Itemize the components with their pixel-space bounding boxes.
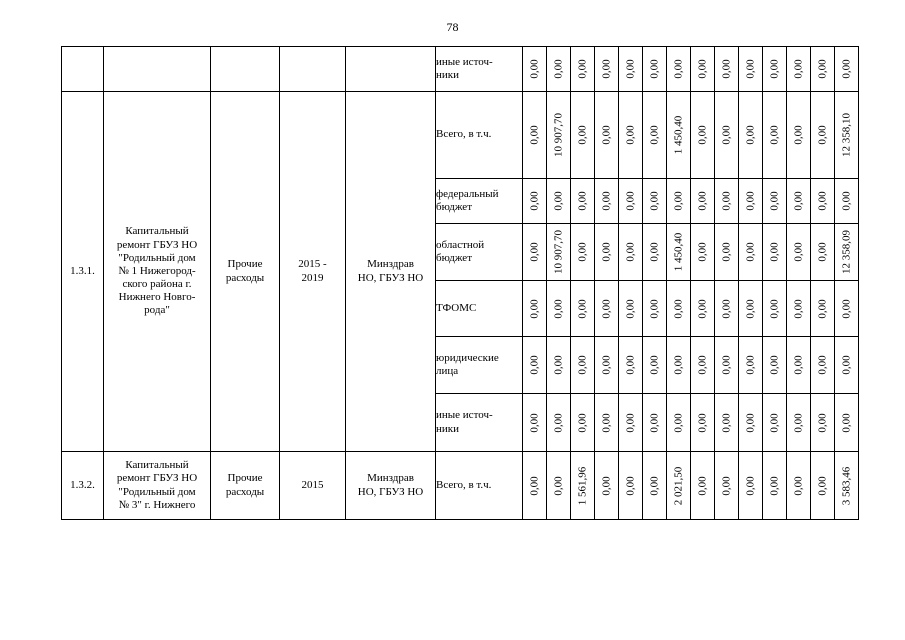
value-cell [811,452,835,520]
expense-type-line: Прочие [227,472,263,485]
value-cell [811,281,835,337]
funding-source [436,394,523,452]
value-cell [571,47,595,92]
value-cell [523,179,547,224]
value-cell [643,281,667,337]
value-text: 0,00 [719,125,732,145]
value-cell [739,394,763,452]
funding-source-line: ники [436,422,460,435]
value-text: 0,00 [791,298,804,319]
value-cell [835,281,859,337]
value-text: 0,00 [695,355,708,375]
value-text: 0,00 [767,475,780,496]
value-text: 0,00 [551,355,564,375]
value-cell [643,92,667,179]
value-text: 0,00 [527,412,540,433]
value-text: 0,00 [599,242,612,262]
value-text: 0,00 [647,125,660,145]
value-cell [715,224,739,281]
value-cell [763,179,787,224]
value-cell [595,179,619,224]
value-cell [547,394,571,452]
value-text: 0,00 [719,355,732,375]
value-cell [595,281,619,337]
value-cell [835,47,859,92]
value-cell [523,394,547,452]
value-text: 0,00 [551,412,564,433]
value-cell [811,224,835,281]
item-name-line: Нижнего Новго- [118,291,196,304]
value-text: 0,00 [647,355,660,375]
executor-empty [346,47,436,92]
value-text: 0,00 [815,191,828,211]
expense-type [211,452,280,520]
value-text: 0,00 [719,298,732,319]
funding-source-line: ТФОМС [436,301,477,314]
value-text: 0,00 [743,125,756,145]
value-text: 0,00 [791,125,804,145]
value-text: 0,00 [743,298,756,319]
funding-source-line: ники [436,69,460,81]
value-text: 0,00 [623,412,636,433]
value-cell [811,179,835,224]
value-cell [763,452,787,520]
value-cell [547,92,571,179]
period-empty [280,47,346,92]
value-cell [619,224,643,281]
value-cell [739,47,763,92]
executor-line: Минздрав [367,472,414,485]
value-cell [715,394,739,452]
value-text: 0,00 [791,242,804,262]
value-cell [739,452,763,520]
item-name-line: "Родильный дом [118,251,196,264]
value-text: 0,00 [551,298,564,319]
value-cell [643,47,667,92]
value-text: 0,00 [671,191,684,211]
item-name-line: № 3" г. Нижнего [118,498,196,511]
value-cell [739,92,763,179]
value-cell [691,92,715,179]
value-cell [619,47,643,92]
executor [346,452,436,520]
funding-source-line: юридические [436,351,499,364]
value-cell [619,92,643,179]
item-name-line: ского района г. [122,278,192,291]
value-text: 0,00 [527,475,540,496]
value-cell [787,224,811,281]
value-text: 0,00 [839,191,852,211]
value-cell [835,179,859,224]
value-text: 0,00 [791,355,804,375]
value-cell [811,47,835,92]
value-text: 0,00 [671,59,684,79]
table-row [62,47,859,92]
value-text: 0,00 [647,475,660,496]
value-text: 0,00 [599,298,612,319]
value-text: 0,00 [719,59,732,79]
value-cell [715,92,739,179]
value-cell [667,394,691,452]
value-cell [643,452,667,520]
value-text: 12 358,09 [839,230,852,274]
funding-source [436,281,523,337]
value-cell [739,224,763,281]
value-cell [667,224,691,281]
page-number: 78 [446,20,459,34]
funding-source-line: иные источ- [436,409,493,422]
funding-source [436,337,523,394]
funding-source-line: лица [436,365,459,377]
value-cell [643,179,667,224]
value-text: 0,00 [695,412,708,433]
value-text: 0,00 [743,191,756,211]
value-text: 0,00 [695,242,708,262]
value-text: 3 583,46 [839,466,852,505]
value-cell [523,92,547,179]
item-name-line: № 1 Нижегород- [118,264,196,277]
value-cell [571,92,595,179]
value-text: 0,00 [575,125,588,145]
value-text: 0,00 [575,298,588,319]
value-text: 0,00 [623,298,636,319]
value-text: 0,00 [527,242,540,262]
value-cell [547,337,571,394]
expense-type-line: расходы [225,485,265,498]
value-text: 0,00 [719,412,732,433]
value-cell [691,394,715,452]
item-name-line: Капитальный [125,225,189,238]
value-cell [787,47,811,92]
value-text: 0,00 [767,412,780,433]
value-cell [763,224,787,281]
value-cell [667,47,691,92]
value-cell [763,394,787,452]
item-number: 1.3.1. [62,92,104,452]
value-text: 0,00 [791,475,804,496]
value-text: 0,00 [719,242,732,262]
value-cell [571,452,595,520]
value-cell [835,224,859,281]
value-cell [571,337,595,394]
value-text: 0,00 [599,59,612,79]
period [280,92,346,452]
funding-source [436,452,523,520]
value-text: 0,00 [743,355,756,375]
funding-source-line: областной [436,238,485,251]
value-cell [643,224,667,281]
value-text: 0,00 [599,191,612,211]
executor-line: НО, ГБУЗ НО [357,271,424,284]
value-cell [715,47,739,92]
value-text: 0,00 [551,59,564,79]
value-text: 0,00 [767,355,780,375]
value-cell [595,47,619,92]
item-name-line: ремонт ГБУЗ НО [116,472,198,485]
value-cell [787,452,811,520]
item-number-empty [62,47,104,92]
value-text: 0,00 [623,125,636,145]
funding-source-line: Всего, в т.ч. [436,478,492,491]
value-text: 0,00 [839,355,852,375]
value-cell [619,452,643,520]
value-text: 0,00 [575,242,588,262]
value-text: 0,00 [647,412,660,433]
value-text: 0,00 [647,191,660,211]
value-text: 1 450,40 [671,115,684,155]
value-cell [523,224,547,281]
value-cell [523,452,547,520]
value-text: 0,00 [767,191,780,211]
executor-line: НО, ГБУЗ НО [357,485,424,498]
value-cell [643,394,667,452]
value-text: 0,00 [551,191,564,211]
value-text: 1 450,40 [671,232,684,272]
value-text: 0,00 [647,242,660,262]
value-text: 0,00 [767,59,780,79]
value-cell [547,224,571,281]
value-text: 0,00 [575,412,588,433]
value-text: 0,00 [671,412,684,433]
value-cell [523,337,547,394]
value-text: 0,00 [815,412,828,433]
funding-source [436,47,523,92]
value-cell [667,337,691,394]
value-text: 0,00 [623,475,636,496]
value-cell [739,281,763,337]
value-text: 0,00 [839,298,852,319]
value-cell [811,337,835,394]
funding-source [436,224,523,281]
value-cell [667,452,691,520]
value-text: 0,00 [695,475,708,496]
value-text: 0,00 [719,475,732,496]
expense-type-line: Прочие [227,258,263,271]
value-cell [595,394,619,452]
value-text: 0,00 [695,59,708,79]
executor [346,92,436,452]
table-row [62,92,859,179]
item-name-line: ремонт ГБУЗ НО [116,238,198,251]
value-text: 0,00 [815,355,828,375]
value-cell [571,281,595,337]
value-cell [619,281,643,337]
value-text: 0,00 [695,125,708,145]
value-cell [523,47,547,92]
funding-source-line: федеральный [436,187,499,200]
value-text: 0,00 [839,412,852,433]
value-cell [547,47,571,92]
value-text: 0,00 [815,59,828,79]
value-text: 0,00 [815,298,828,319]
item-name-line: "Родильный дом [118,485,196,498]
value-cell [643,337,667,394]
expense-type-line: расходы [225,271,265,284]
funding-source-line: бюджет [436,201,472,213]
value-text: 0,00 [527,125,540,145]
value-text: 0,00 [719,191,732,211]
value-cell [787,337,811,394]
value-cell [811,92,835,179]
value-text: 0,00 [527,191,540,211]
value-cell [715,179,739,224]
value-text: 0,00 [815,475,828,496]
value-cell [691,452,715,520]
item-name-line: Капитальный [125,459,189,472]
funding-source-line: бюджет [436,252,472,264]
value-cell [763,281,787,337]
period [280,452,346,520]
value-text: 12 358,10 [839,113,852,157]
value-text: 0,00 [743,475,756,496]
value-cell [571,224,595,281]
value-text: 0,00 [743,242,756,262]
item-name [104,452,211,520]
value-cell [691,179,715,224]
value-cell [691,47,715,92]
value-cell [595,92,619,179]
value-text: 0,00 [527,298,540,319]
funding-source [436,179,523,224]
funding-source-line: Всего, в т.ч. [436,128,492,141]
value-text: 0,00 [767,242,780,262]
value-text: 0,00 [791,191,804,211]
value-cell [763,92,787,179]
expense-type-empty [211,47,280,92]
value-text: 0,00 [767,125,780,145]
value-cell [787,394,811,452]
value-text: 0,00 [815,242,828,262]
value-cell [571,179,595,224]
item-name-line: рода" [144,304,170,317]
value-text: 2 021,50 [671,466,684,505]
value-text: 0,00 [743,59,756,79]
value-text: 0,00 [527,59,540,79]
value-text: 0,00 [623,59,636,79]
value-cell [835,452,859,520]
value-cell [787,179,811,224]
value-cell [667,92,691,179]
value-cell [763,47,787,92]
value-cell [595,224,619,281]
value-cell [715,452,739,520]
value-text: 10 907,70 [551,230,564,274]
value-cell [523,281,547,337]
value-cell [691,337,715,394]
value-cell [787,92,811,179]
value-text: 10 907,70 [551,113,564,157]
value-text: 0,00 [815,125,828,145]
value-text: 0,00 [575,191,588,211]
period-line: 2015 [301,478,324,491]
value-text: 0,00 [647,298,660,319]
value-cell [595,452,619,520]
period-line: 2015 - [298,258,327,271]
value-text: 0,00 [791,412,804,433]
value-text: 0,00 [695,298,708,319]
value-text: 0,00 [623,242,636,262]
value-text: 0,00 [743,412,756,433]
value-cell [835,92,859,179]
value-cell [595,337,619,394]
item-name-empty [104,47,211,92]
value-cell [619,179,643,224]
value-text: 0,00 [599,125,612,145]
value-cell [763,337,787,394]
item-name [104,92,211,452]
value-text: 0,00 [767,298,780,319]
value-text: 0,00 [623,191,636,211]
value-text: 0,00 [599,475,612,496]
budget-table [61,46,859,520]
value-text: 0,00 [791,59,804,79]
value-cell [547,281,571,337]
value-cell [739,337,763,394]
value-cell [691,281,715,337]
value-cell [571,394,595,452]
value-text: 0,00 [671,298,684,319]
value-cell [547,452,571,520]
value-text: 0,00 [671,355,684,375]
funding-source [436,92,523,179]
value-cell [691,224,715,281]
value-cell [715,281,739,337]
period-line: 2019 [301,271,324,284]
value-text: 0,00 [551,475,564,496]
value-text: 1 561,96 [575,466,588,505]
funding-source-line: иные источ- [436,55,493,68]
value-cell [835,394,859,452]
item-number: 1.3.2. [62,452,104,520]
value-cell [667,179,691,224]
value-text: 0,00 [623,355,636,375]
value-cell [787,281,811,337]
value-text: 0,00 [839,59,852,79]
value-cell [739,179,763,224]
expense-type [211,92,280,452]
value-cell [619,337,643,394]
table-row [62,452,859,520]
value-text: 0,00 [599,355,612,375]
executor-line: Минздрав [367,258,414,271]
value-cell [811,394,835,452]
value-cell [835,337,859,394]
value-text: 0,00 [575,59,588,79]
value-text: 0,00 [599,412,612,433]
value-text: 0,00 [527,355,540,375]
value-cell [619,394,643,452]
value-text: 0,00 [575,355,588,375]
value-text: 0,00 [647,59,660,79]
value-text: 0,00 [695,191,708,211]
value-cell [715,337,739,394]
value-cell [547,179,571,224]
value-cell [667,281,691,337]
